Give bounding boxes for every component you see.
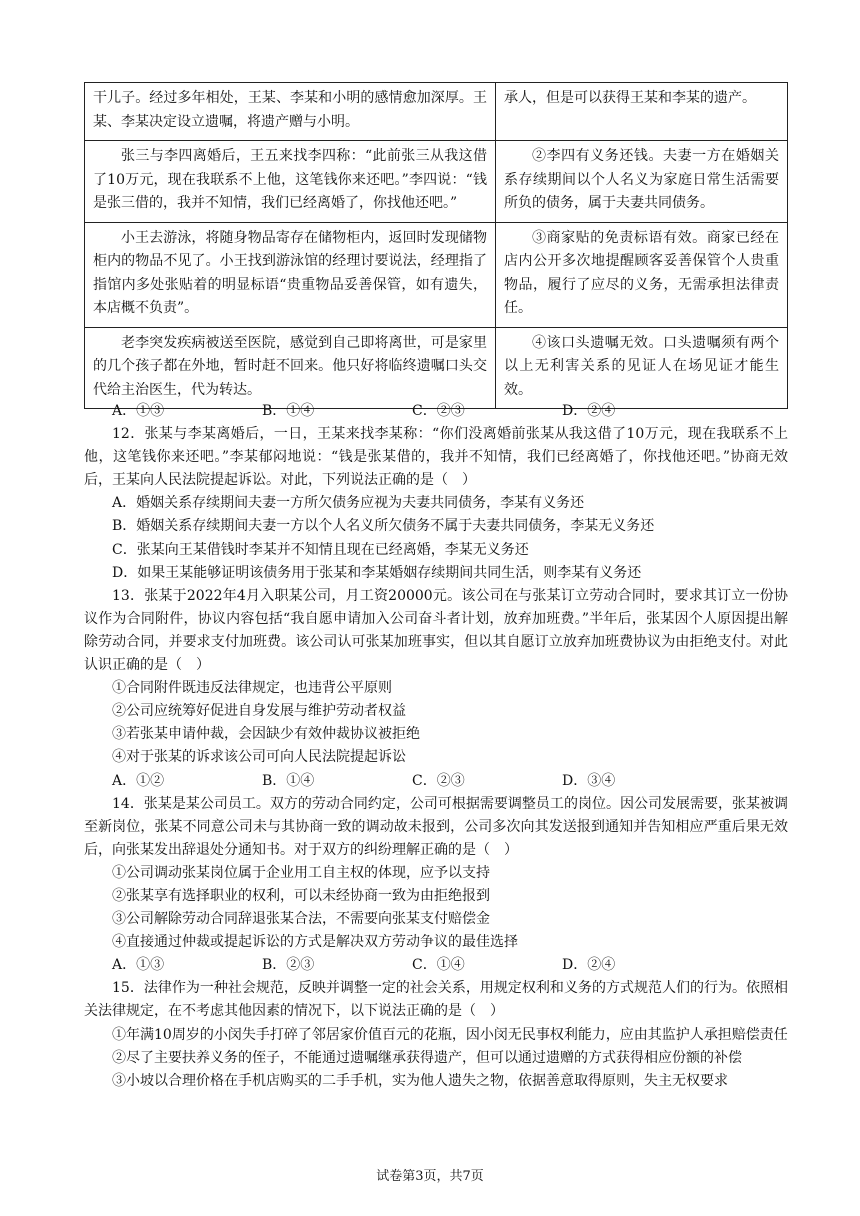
analysis-cell: [496, 83, 788, 141]
question-13-stem: 13．张某于2022年4月入职某公司，月工资20000元。该公司在与张某订立劳动合同时，要求其订立一份协议作为合同附件，协议内容包括“我自愿申请加入公司奋斗者计划，放弃加班费。”半年后，张某因个人原因提出解除劳动合同，并要求支付加班费。该公司认可张某加班事实，但以其自愿订立放弃加班费协议为由拒绝支付。对此认识正确的是（ ）: [84, 587, 788, 674]
case-text: 张三与李四离婚后，王五来找李四称：“此前张三从我这借了10万元，现在我联系不上他，这笔钱你来还吧。”李四说：“钱是张三借的，我并不知情，我们已经离婚了，你找他还吧。”: [93, 148, 487, 211]
case-cell: [85, 327, 496, 409]
option-d: D．②④: [562, 957, 616, 974]
case-cell: [85, 83, 496, 141]
option-a: A．婚姻关系存续期间夫妻一方所欠债务应视为夫妻共同债务，李某有义务还: [112, 495, 585, 512]
analysis-text: ③商家贴的免责标语有效。商家已经在店内公开多次地提醒顾客妥善保管个人贵重物品，履行了应尽的义务，无需承担法律责任。: [504, 229, 779, 316]
option-d: D．如果王某能够证明该债务用于张某和李某婚姻存续期间共同生活，则李某有义务还: [112, 564, 642, 581]
analysis-cell: [496, 327, 788, 409]
case-cell: [85, 222, 496, 327]
statement-1: ①合同附件既违反法律规定，也违背公平原则: [112, 680, 392, 697]
analysis-text: 承人，但是可以获得王某和李某的遗产。: [504, 90, 756, 106]
q11-options: [84, 400, 788, 423]
statement-1: ①公司调动张某岗位属于企业用工自主权的体现，应予以支持: [112, 864, 490, 881]
case-cell: [85, 141, 496, 223]
table-row: [85, 327, 788, 409]
statement-3: ③若张某申请仲裁，会因缺少有效仲裁协议被拒绝: [112, 726, 420, 743]
analysis-cell: [496, 141, 788, 223]
question-12-stem: 12．张某与李某离婚后，一日，王某来找李某称：“你们没离婚前张某从我这借了10万元，现在我联系不上他，这笔钱你来还吧。”李某郁闷地说：“钱是张某借的，我并不知情，我们已经离婚了，你找他还吧。”协商无效后，王某向人民法院提起诉讼。对此，下列说法正确的是（ ）: [84, 426, 788, 489]
q14-options: [84, 954, 788, 977]
option-a: A．①③: [112, 957, 165, 974]
analysis-cell: [496, 222, 788, 327]
case-text: 干儿子。经过多年相处，王某、李某和小明的感情愈加深厚。王某、李某决定设立遗嘱，将遗产赠与小明。: [93, 90, 487, 130]
statement-1: ①年满10周岁的小闵失手打碎了邻居家价值百元的花瓶，因小闵无民事权利能力，应由其监护人承担赔偿责任: [112, 1026, 788, 1043]
page-footer: 试卷第3页，共7页: [376, 1169, 484, 1184]
option-d: D．②④: [562, 403, 616, 419]
questions-area: [84, 400, 788, 1093]
statement-4: ④直接通过仲裁或提起诉讼的方式是解决双方劳动争议的最佳选择: [112, 934, 518, 951]
analysis-text: ④该口头遗嘱无效。口头遗嘱须有两个以上无利害关系的见证人在场见证才能生效。: [504, 334, 779, 398]
q13-options: [84, 770, 788, 793]
option-a: A．①③: [112, 403, 165, 419]
case-text: 老李突发疾病被送至医院，感觉到自己即将离世，可是家里的几个孩子都在外地，暂时赶不回来。他只好将临终遗嘱口头交代给主治医生，代为转达。: [93, 334, 487, 398]
statement-3: ③小坡以合理价格在手机店购买的二手手机，实为他人遗失之物，依据善意取得原则，失主无权要求: [112, 1072, 728, 1089]
option-d: D．③④: [562, 772, 616, 789]
option-c: C．①④: [412, 957, 465, 974]
option-b: B．①④: [262, 403, 315, 419]
option-c: C．张某向王某借钱时李某并不知情且现在已经离婚，李某无义务还: [112, 541, 529, 558]
statement-4: ④对于张某的诉求该公司可向人民法院提起诉讼: [112, 749, 406, 766]
table-row: [85, 83, 788, 141]
option-b: B．②③: [262, 957, 315, 974]
statement-2: ②张某享有选择职业的权利，可以未经协商一致为由拒绝报到: [112, 887, 490, 904]
table-row: [85, 222, 788, 327]
option-c: C．②③: [412, 403, 465, 419]
statement-3: ③公司解除劳动合同辞退张某合法，不需要向张某支付赔偿金: [112, 911, 490, 928]
option-b: B．婚姻关系存续期间夫妻一方以个人名义所欠债务不属于夫妻共同债务，李某无义务还: [112, 518, 655, 535]
case-text: 小王去游泳，将随身物品寄存在储物柜内，返回时发现储物柜内的物品不见了。小王找到游泳馆的经理讨要说法，经理指了指馆内多处张贴着的明显标语“贵重物品妥善保管，如有遗失，本店概不负责”。: [93, 229, 487, 316]
question-15-stem: 15．法律作为一种社会规范，反映并调整一定的社会关系，用规定权利和义务的方式规范人们的行为。依照相关法律规定，在不考虑其他因素的情况下，以下说法正确的是（ ）: [84, 980, 788, 1020]
question-14-stem: 14．张某是某公司员工。双方的劳动合同约定，公司可根据需要调整员工的岗位。因公司发展需要，张某被调至新岗位，张某不同意公司未与其协商一致的调动故未报到，公司多次向其发送报到通知并告知相应严重后果无效后，向张某发出辞退处分通知书。对于双方的纠纷理解正确的是（ ）: [84, 795, 788, 858]
case-analysis-table: [84, 82, 788, 409]
statement-2: ②尽了主要扶养义务的侄子，不能通过遗嘱继承获得遗产，但可以通过遗赠的方式获得相应份额的补偿: [112, 1049, 742, 1066]
analysis-text: ②李四有义务还钱。夫妻一方在婚姻关系存续期间以个人名义为家庭日常生活需要所负的债务，属于夫妻共同债务。: [504, 148, 779, 211]
option-b: B．①④: [262, 772, 315, 789]
option-c: C．②③: [412, 772, 465, 789]
table-row: [85, 141, 788, 223]
statement-2: ②公司应统筹好促进自身发展与维护劳动者权益: [112, 703, 406, 720]
option-a: A．①②: [112, 772, 165, 789]
